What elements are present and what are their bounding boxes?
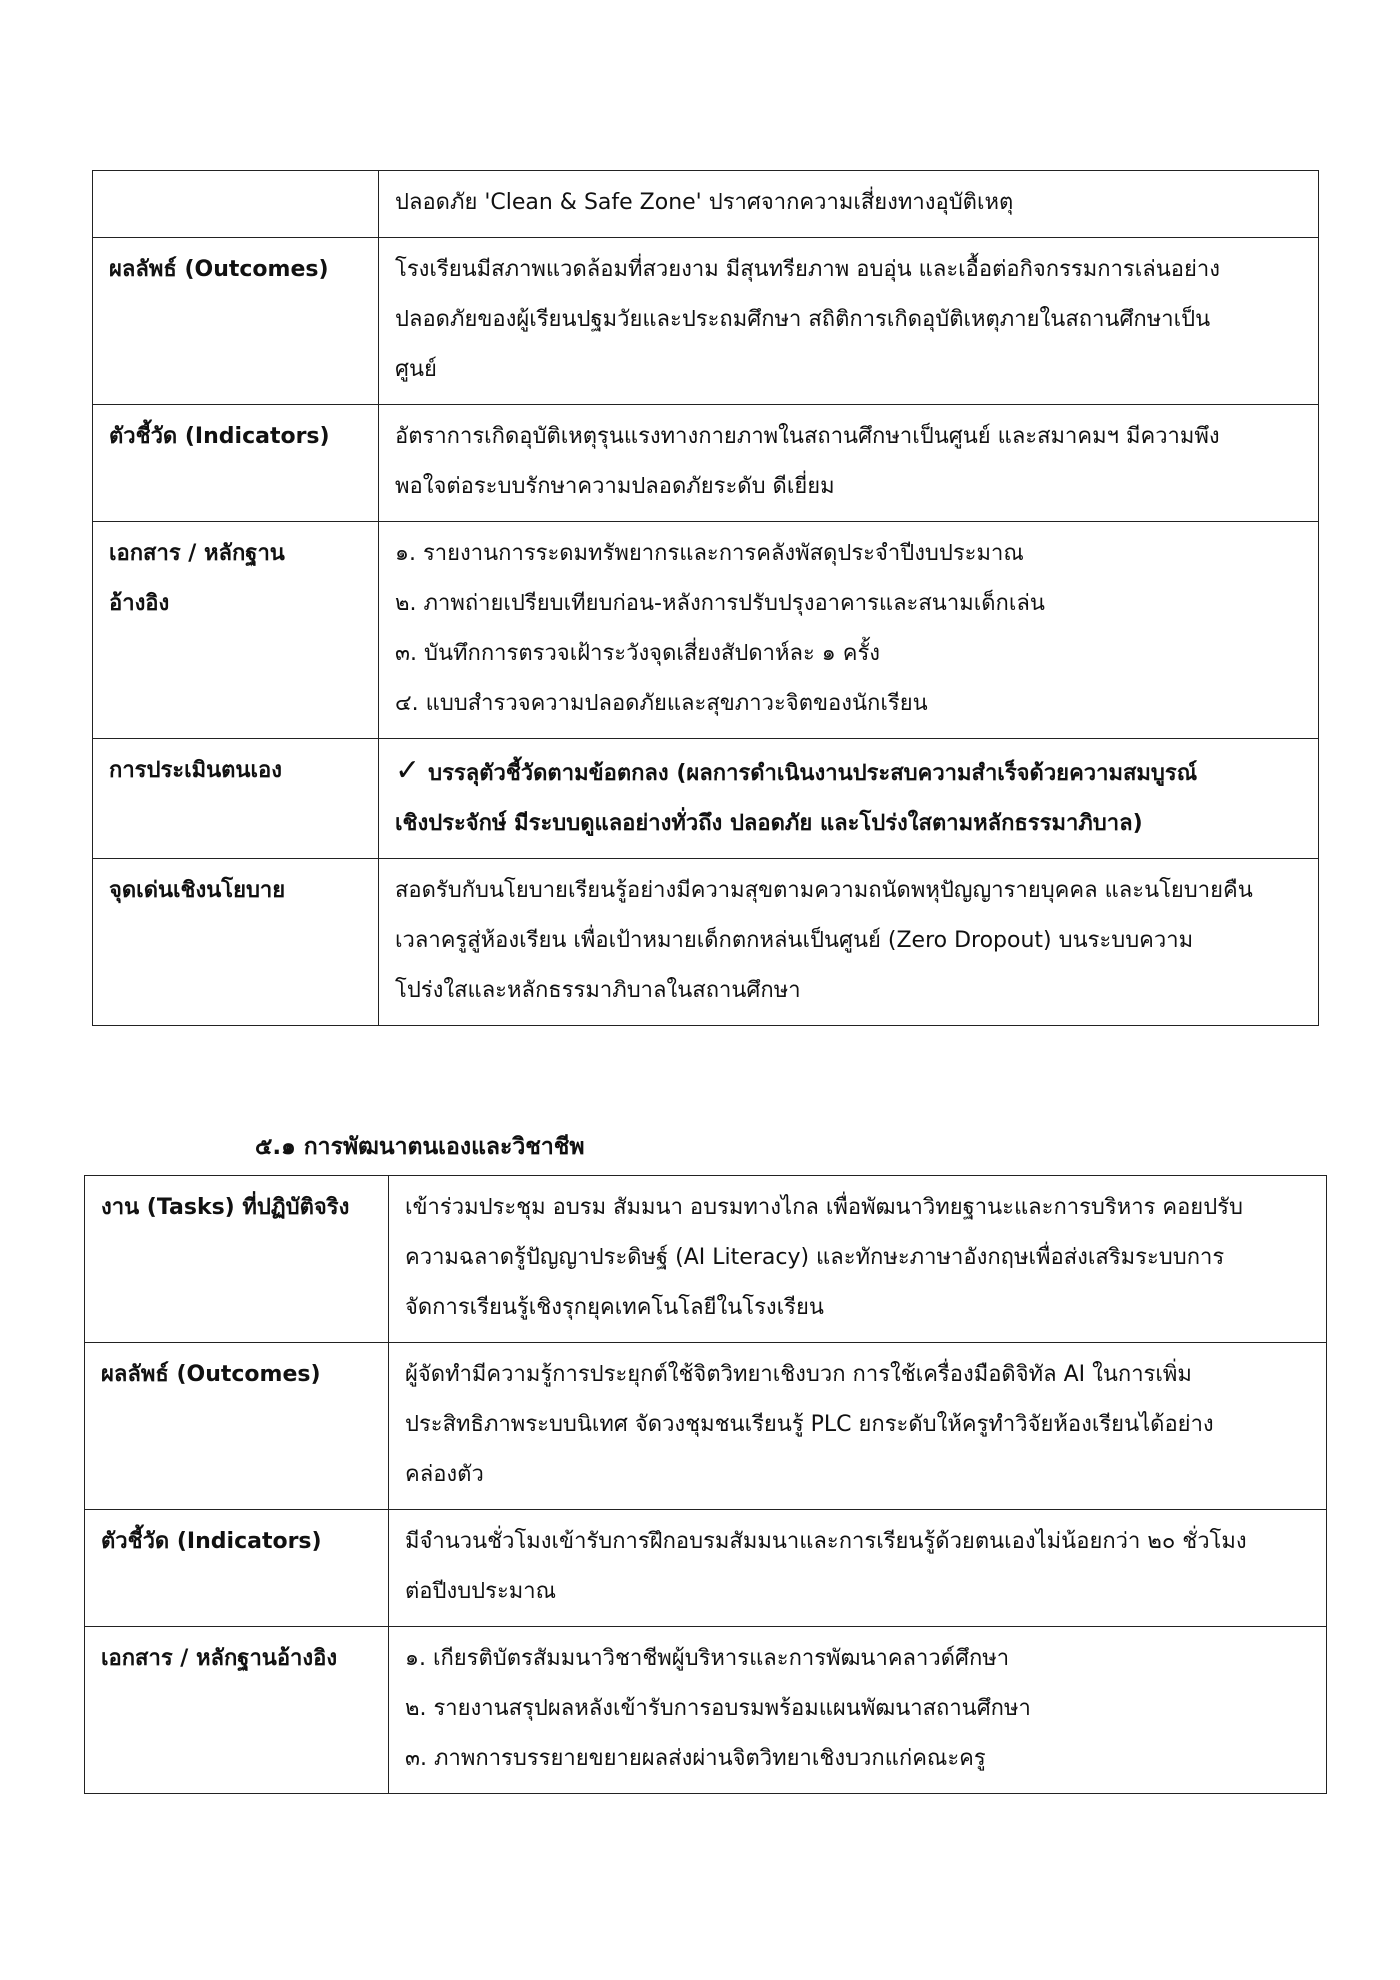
table-row bbox=[93, 739, 1319, 859]
table-row bbox=[93, 238, 1319, 405]
table-row bbox=[85, 1343, 1327, 1510]
row-label bbox=[93, 171, 379, 238]
row-label: เอกสาร / หลักฐานอ้างอิง bbox=[85, 1627, 389, 1794]
content-line: โปร่งใสและหลักธรรมาภิบาลในสถานศึกษา bbox=[395, 978, 801, 1003]
row-content bbox=[379, 859, 1319, 1026]
assessment-text: บรรลุตัวชี้วัดตามข้อตกลง (ผลการดำเนินงานประสบความสำเร็จด้วยความสมบูรณ์ bbox=[428, 761, 1198, 786]
table-row bbox=[93, 522, 1319, 739]
content-line: จัดการเรียนรู้เชิงรุกยุคเทคโนโลยีในโรงเรียน bbox=[405, 1295, 824, 1320]
section-heading: ๕.๑ การพัฒนาตนเองและวิชาชีพ bbox=[255, 1134, 585, 1160]
content-line: โรงเรียนมีสภาพแวดล้อมที่สวยงาม มีสุนทรียภาพ อบอุ่น และเอื้อต่อกิจกรรมการเล่นอย่าง bbox=[395, 257, 1220, 282]
content-line: ศูนย์ bbox=[395, 357, 437, 382]
content-line: ๑. รายงานการระดมทรัพยากรและการคลังพัสดุประจำปีงบประมาณ bbox=[395, 541, 1024, 566]
label-line: เอกสาร / หลักฐาน bbox=[109, 541, 285, 566]
row-content bbox=[389, 1510, 1327, 1627]
row-label: ผลลัพธ์ (Outcomes) bbox=[85, 1343, 389, 1510]
content-line: ปลอดภัย 'Clean & Safe Zone' ปราศจากความเสี่ยงทางอุบัติเหตุ bbox=[395, 190, 1014, 215]
content-line: ประสิทธิภาพระบบนิเทศ จัดวงชุมชนเรียนรู้ PLC ยกระดับให้ครูทำวิจัยห้องเรียนได้อย่าง bbox=[405, 1412, 1214, 1437]
content-line: ๑. เกียรติบัตรสัมมนาวิชาชีพผู้บริหารและการพัฒนาคลาวด์ศึกษา bbox=[405, 1646, 1010, 1671]
row-content bbox=[379, 171, 1319, 238]
table-row bbox=[85, 1510, 1327, 1627]
content-line: เชิงประจักษ์ มีระบบดูแลอย่างทั่วถึง ปลอดภัย และโปร่งใสตามหลักธรรมาภิบาล) bbox=[395, 811, 1143, 836]
content-line: ปลอดภัยของผู้เรียนปฐมวัยและประถมศึกษา สถิติการเกิดอุบัติเหตุภายในสถานศึกษาเป็น bbox=[395, 307, 1211, 332]
table-row bbox=[93, 405, 1319, 522]
content-line: ผู้จัดทำมีความรู้การประยุกต์ใช้จิตวิทยาเชิงบวก การใช้เครื่องมือดิจิทัล AI ในการเพิ่ม bbox=[405, 1362, 1192, 1387]
row-content bbox=[389, 1176, 1327, 1343]
content-line: ๓. ภาพการบรรยายขยายผลส่งผ่านจิตวิทยาเชิงบวกแก่คณะครู bbox=[405, 1746, 986, 1771]
table-row bbox=[93, 859, 1319, 1026]
row-content bbox=[379, 522, 1319, 739]
row-label: ผลลัพธ์ (Outcomes) bbox=[93, 238, 379, 405]
row-label: ตัวชี้วัด (Indicators) bbox=[93, 405, 379, 522]
row-label: จุดเด่นเชิงนโยบาย bbox=[93, 859, 379, 1026]
table-row bbox=[85, 1627, 1327, 1794]
content-line: ๒. ภาพถ่ายเปรียบเทียบก่อน-หลังการปรับปรุงอาคารและสนามเด็กเล่น bbox=[395, 591, 1045, 616]
content-line: ต่อปีงบประมาณ bbox=[405, 1579, 557, 1604]
row-label: การประเมินตนเอง bbox=[93, 739, 379, 859]
content-line: คล่องตัว bbox=[405, 1462, 484, 1487]
table-self-development bbox=[84, 1175, 1327, 1794]
row-content bbox=[379, 739, 1319, 859]
content-line: ๓. บันทึกการตรวจเฝ้าระวังจุดเสี่ยงสัปดาห์ละ ๑ ครั้ง bbox=[395, 641, 880, 666]
content-line: มีจำนวนชั่วโมงเข้ารับการฝึกอบรมสัมมนาและการเรียนรู้ด้วยตนเองไม่น้อยกว่า ๒๐ ชั่วโมง bbox=[405, 1529, 1247, 1554]
content-line bbox=[395, 746, 1302, 799]
row-label: งาน (Tasks) ที่ปฏิบัติจริง bbox=[85, 1176, 389, 1343]
content-line: อัตราการเกิดอุบัติเหตุรุนแรงทางกายภาพในสถานศึกษาเป็นศูนย์ และสมาคมฯ มีความพึง bbox=[395, 424, 1220, 449]
row-content bbox=[379, 405, 1319, 522]
content-line: เวลาครูสู่ห้องเรียน เพื่อเป้าหมายเด็กตกหล่นเป็นศูนย์ (Zero Dropout) บนระบบความ bbox=[395, 928, 1194, 953]
content-line: ๔. แบบสำรวจความปลอดภัยและสุขภาวะจิตของนักเรียน bbox=[395, 691, 928, 716]
checkmark-icon: ✓ bbox=[395, 753, 421, 788]
row-content bbox=[389, 1627, 1327, 1794]
label-line: อ้างอิง bbox=[109, 591, 170, 616]
table-row bbox=[85, 1176, 1327, 1343]
row-content bbox=[379, 238, 1319, 405]
row-label: ตัวชี้วัด (Indicators) bbox=[85, 1510, 389, 1627]
row-label bbox=[93, 522, 379, 739]
content-line: เข้าร่วมประชุม อบรม สัมมนา อบรมทางไกล เพื่อพัฒนาวิทยฐานะและการบริหาร คอยปรับ bbox=[405, 1195, 1243, 1220]
table-responsibilities bbox=[92, 170, 1319, 1026]
content-line: ๒. รายงานสรุปผลหลังเข้ารับการอบรมพร้อมแผนพัฒนาสถานศึกษา bbox=[405, 1696, 1031, 1721]
content-line: สอดรับกับนโยบายเรียนรู้อย่างมีความสุขตามความถนัดพหุปัญญารายบุคคล และนโยบายคืน bbox=[395, 878, 1253, 903]
table-row bbox=[93, 171, 1319, 238]
content-line: พอใจต่อระบบรักษาความปลอดภัยระดับ ดีเยี่ยม bbox=[395, 474, 835, 499]
row-content bbox=[389, 1343, 1327, 1510]
content-line: ความฉลาดรู้ปัญญาประดิษฐ์ (AI Literacy) และทักษะภาษาอังกฤษเพื่อส่งเสริมระบบการ bbox=[405, 1245, 1225, 1270]
